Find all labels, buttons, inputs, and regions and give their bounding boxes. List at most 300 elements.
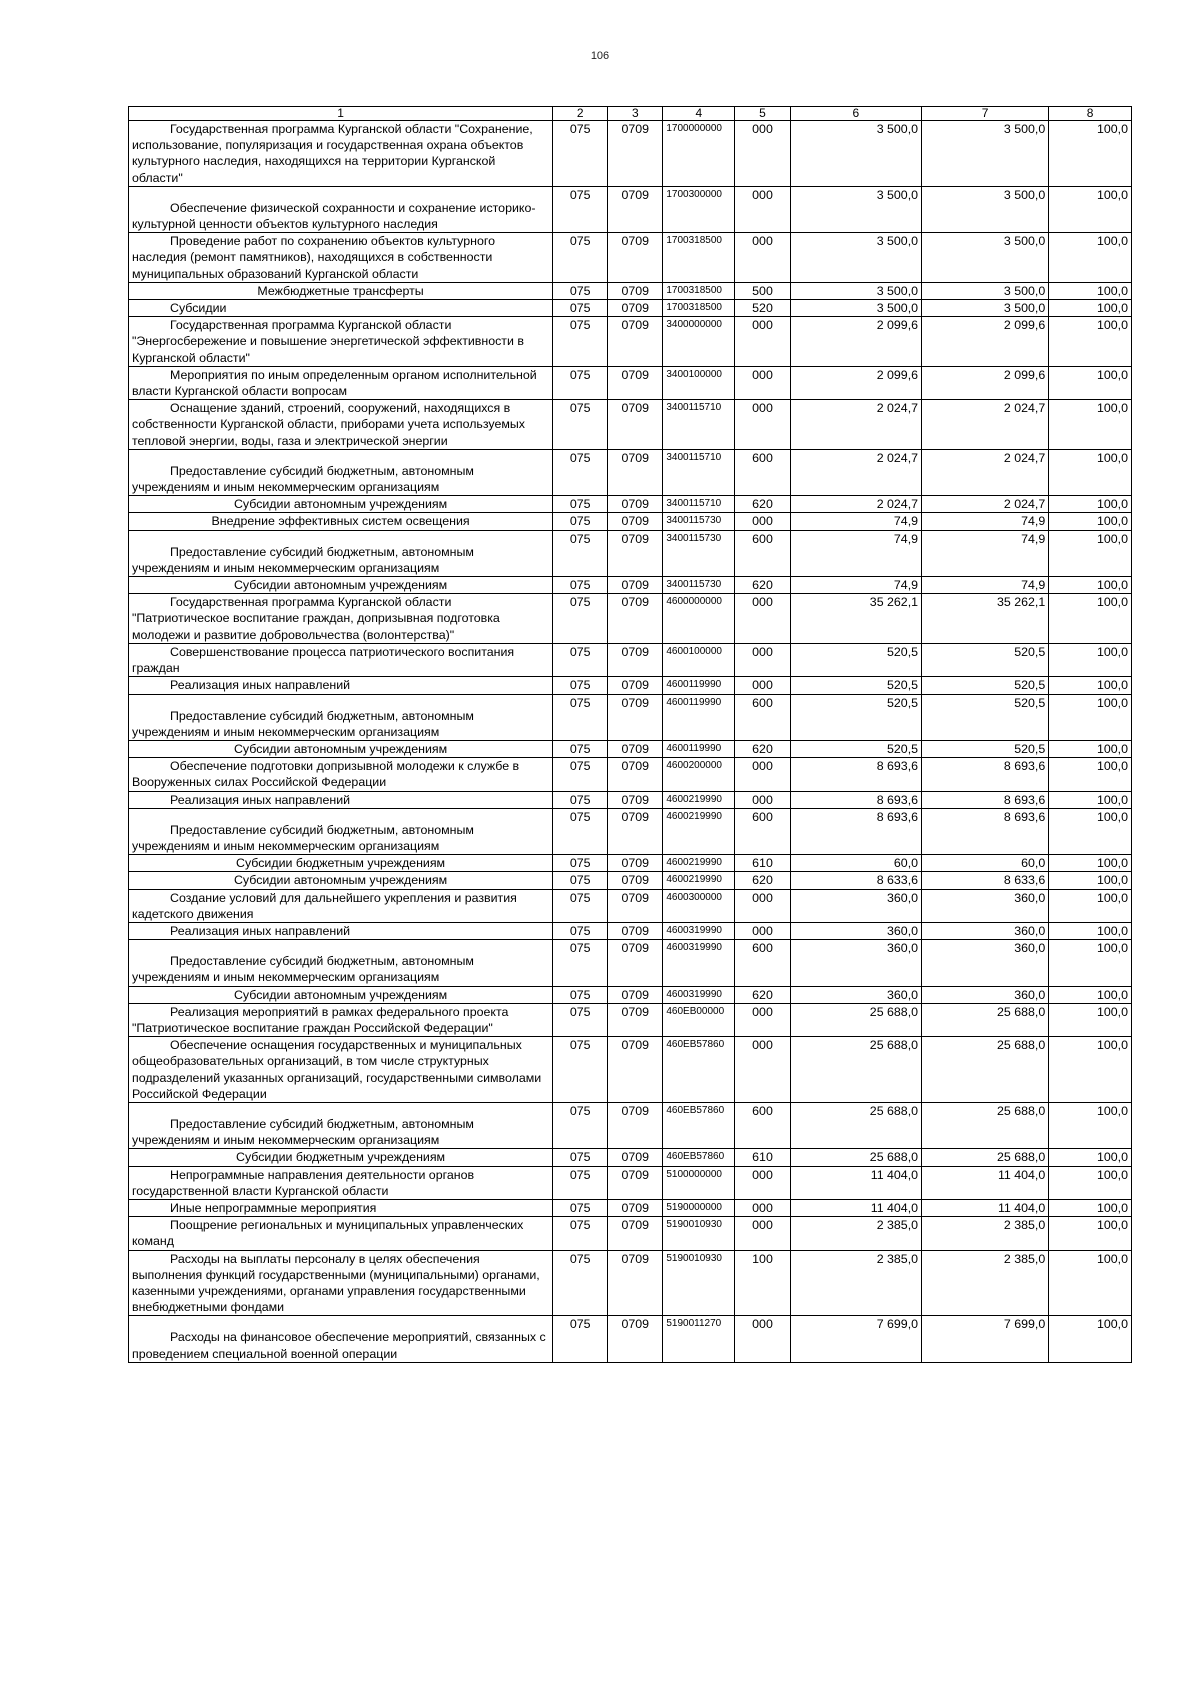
row-name-cell: Обеспечение подготовки допризывной молодежи к службе в Вооруженных силах Российской Федерации <box>129 758 553 791</box>
row-name-cell: Обеспечение физической сохранности и сохранение историко-культурной ценности объектов культурного наследия <box>129 186 553 232</box>
expense-type-cell: 600 <box>735 530 790 576</box>
expense-type-cell: 000 <box>735 758 790 791</box>
admin-code-cell: 075 <box>553 317 608 367</box>
section-code-cell: 0709 <box>608 513 663 530</box>
planned-amount-cell: 11 404,0 <box>790 1166 921 1199</box>
target-article-cell: 1700318500 <box>663 233 735 283</box>
planned-amount-cell: 25 688,0 <box>790 1149 921 1166</box>
table-row <box>129 677 1132 694</box>
percent-cell: 100,0 <box>1049 740 1132 757</box>
admin-code-cell: 075 <box>553 808 608 854</box>
row-name-cell: Предоставление субсидий бюджетным, автономным учреждениям и иным некоммерческим организациям <box>129 1102 553 1148</box>
executed-amount-cell: 360,0 <box>922 889 1049 922</box>
expense-type-cell: 620 <box>735 872 790 889</box>
planned-amount-cell: 2 024,7 <box>790 400 921 450</box>
table-row <box>129 496 1132 513</box>
percent-cell: 100,0 <box>1049 694 1132 740</box>
admin-code-cell: 075 <box>553 233 608 283</box>
planned-amount-cell: 8 633,6 <box>790 872 921 889</box>
admin-code-cell: 075 <box>553 677 608 694</box>
column-header: 8 <box>1049 107 1132 121</box>
expense-type-cell: 000 <box>735 400 790 450</box>
section-code-cell: 0709 <box>608 577 663 594</box>
section-code-cell: 0709 <box>608 872 663 889</box>
percent-cell: 100,0 <box>1049 282 1132 299</box>
expense-type-cell: 610 <box>735 855 790 872</box>
executed-amount-cell: 2 024,7 <box>922 496 1049 513</box>
row-name-cell: Реализация иных направлений <box>129 922 553 939</box>
table-row <box>129 1166 1132 1199</box>
executed-amount-cell: 60,0 <box>922 855 1049 872</box>
target-article-cell: 3400115730 <box>663 513 735 530</box>
percent-cell: 100,0 <box>1049 1217 1132 1250</box>
section-code-cell: 0709 <box>608 986 663 1003</box>
target-article-cell: 4600319990 <box>663 986 735 1003</box>
column-header: 3 <box>608 107 663 121</box>
executed-amount-cell: 3 500,0 <box>922 300 1049 317</box>
row-name-cell: Предоставление субсидий бюджетным, автономным учреждениям и иным некоммерческим организациям <box>129 808 553 854</box>
percent-cell: 100,0 <box>1049 986 1132 1003</box>
planned-amount-cell: 2 099,6 <box>790 317 921 367</box>
section-code-cell: 0709 <box>608 855 663 872</box>
table-row <box>129 513 1132 530</box>
admin-code-cell: 075 <box>553 1316 608 1362</box>
expense-type-cell: 620 <box>735 986 790 1003</box>
percent-cell: 100,0 <box>1049 889 1132 922</box>
planned-amount-cell: 25 688,0 <box>790 1003 921 1036</box>
percent-cell: 100,0 <box>1049 855 1132 872</box>
executed-amount-cell: 360,0 <box>922 922 1049 939</box>
expense-type-cell: 600 <box>735 940 790 986</box>
admin-code-cell: 075 <box>553 694 608 740</box>
planned-amount-cell: 520,5 <box>790 643 921 676</box>
percent-cell: 100,0 <box>1049 922 1132 939</box>
section-code-cell: 0709 <box>608 791 663 808</box>
expense-type-cell: 000 <box>735 643 790 676</box>
executed-amount-cell: 520,5 <box>922 677 1049 694</box>
expense-type-cell: 000 <box>735 922 790 939</box>
section-code-cell: 0709 <box>608 121 663 187</box>
row-name-cell: Предоставление субсидий бюджетным, автономным учреждениям и иным некоммерческим организациям <box>129 940 553 986</box>
section-code-cell: 0709 <box>608 186 663 232</box>
expense-type-cell: 600 <box>735 694 790 740</box>
section-code-cell: 0709 <box>608 1037 663 1103</box>
table-row <box>129 791 1132 808</box>
planned-amount-cell: 3 500,0 <box>790 282 921 299</box>
target-article-cell: 1700318500 <box>663 282 735 299</box>
target-article-cell: 4600119990 <box>663 740 735 757</box>
admin-code-cell: 075 <box>553 643 608 676</box>
column-header: 1 <box>129 107 553 121</box>
admin-code-cell: 075 <box>553 577 608 594</box>
planned-amount-cell: 8 693,6 <box>790 758 921 791</box>
admin-code-cell: 075 <box>553 400 608 450</box>
column-header-row <box>129 107 1132 121</box>
expense-type-cell: 000 <box>735 594 790 644</box>
percent-cell: 100,0 <box>1049 1316 1132 1362</box>
planned-amount-cell: 3 500,0 <box>790 300 921 317</box>
table-row <box>129 186 1132 232</box>
row-name-cell: Субсидии <box>129 300 553 317</box>
section-code-cell: 0709 <box>608 940 663 986</box>
target-article-cell: 3400115730 <box>663 577 735 594</box>
admin-code-cell: 075 <box>553 513 608 530</box>
table-row <box>129 366 1132 399</box>
table-row <box>129 121 1132 187</box>
table-row <box>129 1149 1132 1166</box>
admin-code-cell: 075 <box>553 300 608 317</box>
table-row <box>129 317 1132 367</box>
row-name-cell: Проведение работ по сохранению объектов культурного наследия (ремонт памятников), находящихся в собственности муниципальных образований Курганской области <box>129 233 553 283</box>
admin-code-cell: 075 <box>553 986 608 1003</box>
executed-amount-cell: 2 099,6 <box>922 317 1049 367</box>
executed-amount-cell: 74,9 <box>922 513 1049 530</box>
percent-cell: 100,0 <box>1049 496 1132 513</box>
planned-amount-cell: 74,9 <box>790 513 921 530</box>
target-article-cell: 4600100000 <box>663 643 735 676</box>
expense-type-cell: 000 <box>735 1217 790 1250</box>
executed-amount-cell: 8 633,6 <box>922 872 1049 889</box>
percent-cell: 100,0 <box>1049 366 1132 399</box>
percent-cell: 100,0 <box>1049 577 1132 594</box>
table-row <box>129 1037 1132 1103</box>
row-name-cell: Предоставление субсидий бюджетным, автономным учреждениям и иным некоммерческим организациям <box>129 530 553 576</box>
expense-type-cell: 000 <box>735 1316 790 1362</box>
executed-amount-cell: 520,5 <box>922 643 1049 676</box>
section-code-cell: 0709 <box>608 282 663 299</box>
expense-type-cell: 000 <box>735 889 790 922</box>
target-article-cell: 460EB00000 <box>663 1003 735 1036</box>
executed-amount-cell: 11 404,0 <box>922 1166 1049 1199</box>
row-name-cell: Субсидии автономным учреждениям <box>129 740 553 757</box>
planned-amount-cell: 35 262,1 <box>790 594 921 644</box>
executed-amount-cell: 2 024,7 <box>922 449 1049 495</box>
expense-type-cell: 600 <box>735 449 790 495</box>
executed-amount-cell: 520,5 <box>922 694 1049 740</box>
row-name-cell: Государственная программа Курганской области "Патриотическое воспитание граждан, допризывная подготовка молодежи и развитие добровольчества (волонтерства)" <box>129 594 553 644</box>
expense-type-cell: 620 <box>735 577 790 594</box>
executed-amount-cell: 35 262,1 <box>922 594 1049 644</box>
section-code-cell: 0709 <box>608 400 663 450</box>
executed-amount-cell: 7 699,0 <box>922 1316 1049 1362</box>
admin-code-cell: 075 <box>553 1250 608 1316</box>
row-name-cell: Государственная программа Курганской области "Сохранение, использование, популяризация и государственная охрана объектов культурного наследия, находящихся на территории Курганской области" <box>129 121 553 187</box>
section-code-cell: 0709 <box>608 1166 663 1199</box>
expense-type-cell: 000 <box>735 233 790 283</box>
executed-amount-cell: 25 688,0 <box>922 1149 1049 1166</box>
row-name-cell: Государственная программа Курганской области "Энергосбережение и повышение энергетической эффективности в Курганской области" <box>129 317 553 367</box>
admin-code-cell: 075 <box>553 922 608 939</box>
executed-amount-cell: 2 099,6 <box>922 366 1049 399</box>
section-code-cell: 0709 <box>608 758 663 791</box>
planned-amount-cell: 74,9 <box>790 530 921 576</box>
column-header: 4 <box>663 107 735 121</box>
row-name-cell: Непрограммные направления деятельности органов государственной власти Курганской области <box>129 1166 553 1199</box>
admin-code-cell: 075 <box>553 282 608 299</box>
section-code-cell: 0709 <box>608 366 663 399</box>
percent-cell: 100,0 <box>1049 1003 1132 1036</box>
table-row <box>129 740 1132 757</box>
expense-type-cell: 000 <box>735 186 790 232</box>
target-article-cell: 4600219990 <box>663 808 735 854</box>
row-name-cell: Субсидии автономным учреждениям <box>129 577 553 594</box>
target-article-cell: 4600319990 <box>663 922 735 939</box>
row-name-cell: Предоставление субсидий бюджетным, автономным учреждениям и иным некоммерческим организациям <box>129 449 553 495</box>
target-article-cell: 1700000000 <box>663 121 735 187</box>
planned-amount-cell: 2 024,7 <box>790 449 921 495</box>
planned-amount-cell: 74,9 <box>790 577 921 594</box>
expense-type-cell: 100 <box>735 1250 790 1316</box>
target-article-cell: 4600219990 <box>663 791 735 808</box>
section-code-cell: 0709 <box>608 1102 663 1148</box>
planned-amount-cell: 60,0 <box>790 855 921 872</box>
executed-amount-cell: 3 500,0 <box>922 121 1049 187</box>
table-row <box>129 233 1132 283</box>
table-row <box>129 530 1132 576</box>
target-article-cell: 4600200000 <box>663 758 735 791</box>
target-article-cell: 4600119990 <box>663 677 735 694</box>
row-name-cell: Субсидии бюджетным учреждениям <box>129 855 553 872</box>
percent-cell: 100,0 <box>1049 940 1132 986</box>
section-code-cell: 0709 <box>608 889 663 922</box>
admin-code-cell: 075 <box>553 594 608 644</box>
table-row <box>129 643 1132 676</box>
target-article-cell: 3400115710 <box>663 496 735 513</box>
section-code-cell: 0709 <box>608 496 663 513</box>
row-name-cell: Субсидии автономным учреждениям <box>129 986 553 1003</box>
section-code-cell: 0709 <box>608 643 663 676</box>
row-name-cell: Субсидии бюджетным учреждениям <box>129 1149 553 1166</box>
percent-cell: 100,0 <box>1049 449 1132 495</box>
admin-code-cell: 075 <box>553 1199 608 1216</box>
percent-cell: 100,0 <box>1049 1250 1132 1316</box>
target-article-cell: 5190011270 <box>663 1316 735 1362</box>
section-code-cell: 0709 <box>608 1217 663 1250</box>
table-row <box>129 1217 1132 1250</box>
row-name-cell: Внедрение эффективных систем освещения <box>129 513 553 530</box>
expense-type-cell: 000 <box>735 677 790 694</box>
percent-cell: 100,0 <box>1049 400 1132 450</box>
column-header: 2 <box>553 107 608 121</box>
expense-type-cell: 520 <box>735 300 790 317</box>
executed-amount-cell: 25 688,0 <box>922 1037 1049 1103</box>
executed-amount-cell: 3 500,0 <box>922 186 1049 232</box>
target-article-cell: 460EB57860 <box>663 1037 735 1103</box>
percent-cell: 100,0 <box>1049 1166 1132 1199</box>
planned-amount-cell: 25 688,0 <box>790 1037 921 1103</box>
table-row <box>129 1316 1132 1362</box>
table-row <box>129 594 1132 644</box>
table-row <box>129 400 1132 450</box>
executed-amount-cell: 74,9 <box>922 530 1049 576</box>
executed-amount-cell: 74,9 <box>922 577 1049 594</box>
target-article-cell: 3400115710 <box>663 400 735 450</box>
page-number: 106 <box>590 50 610 62</box>
planned-amount-cell: 520,5 <box>790 694 921 740</box>
executed-amount-cell: 11 404,0 <box>922 1199 1049 1216</box>
target-article-cell: 4600119990 <box>663 694 735 740</box>
target-article-cell: 5100000000 <box>663 1166 735 1199</box>
executed-amount-cell: 2 385,0 <box>922 1217 1049 1250</box>
section-code-cell: 0709 <box>608 449 663 495</box>
table-row <box>129 1250 1132 1316</box>
section-code-cell: 0709 <box>608 530 663 576</box>
target-article-cell: 3400115730 <box>663 530 735 576</box>
section-code-cell: 0709 <box>608 922 663 939</box>
admin-code-cell: 075 <box>553 186 608 232</box>
column-header: 7 <box>922 107 1049 121</box>
row-name-cell: Расходы на выплаты персоналу в целях обеспечения выполнения функций государственными (муниципальными) органами, казенными учреждениями, органами управления государственными внебюджетными фондами <box>129 1250 553 1316</box>
percent-cell: 100,0 <box>1049 186 1132 232</box>
admin-code-cell: 075 <box>553 791 608 808</box>
table-row <box>129 282 1132 299</box>
expense-type-cell: 620 <box>735 740 790 757</box>
row-name-cell: Совершенствование процесса патриотического воспитания граждан <box>129 643 553 676</box>
executed-amount-cell: 2 024,7 <box>922 400 1049 450</box>
planned-amount-cell: 8 693,6 <box>790 808 921 854</box>
admin-code-cell: 075 <box>553 1003 608 1036</box>
executed-amount-cell: 25 688,0 <box>922 1102 1049 1148</box>
percent-cell: 100,0 <box>1049 1037 1132 1103</box>
target-article-cell: 3400115710 <box>663 449 735 495</box>
row-name-cell: Расходы на финансовое обеспечение мероприятий, связанных с проведением специальной военной операции <box>129 1316 553 1362</box>
percent-cell: 100,0 <box>1049 791 1132 808</box>
table-row <box>129 889 1132 922</box>
table-row <box>129 1199 1132 1216</box>
planned-amount-cell: 7 699,0 <box>790 1316 921 1362</box>
expense-type-cell: 610 <box>735 1149 790 1166</box>
planned-amount-cell: 2 385,0 <box>790 1250 921 1316</box>
percent-cell: 100,0 <box>1049 300 1132 317</box>
planned-amount-cell: 11 404,0 <box>790 1199 921 1216</box>
expense-type-cell: 000 <box>735 513 790 530</box>
percent-cell: 100,0 <box>1049 594 1132 644</box>
section-code-cell: 0709 <box>608 1149 663 1166</box>
percent-cell: 100,0 <box>1049 1149 1132 1166</box>
row-name-cell: Межбюджетные трансферты <box>129 282 553 299</box>
executed-amount-cell: 3 500,0 <box>922 233 1049 283</box>
expense-type-cell: 000 <box>735 1037 790 1103</box>
planned-amount-cell: 360,0 <box>790 922 921 939</box>
percent-cell: 100,0 <box>1049 872 1132 889</box>
target-article-cell: 4600319990 <box>663 940 735 986</box>
executed-amount-cell: 520,5 <box>922 740 1049 757</box>
percent-cell: 100,0 <box>1049 1199 1132 1216</box>
expense-type-cell: 000 <box>735 1199 790 1216</box>
row-name-cell: Реализация мероприятий в рамках федерального проекта "Патриотическое воспитание граждан Российской Федерации" <box>129 1003 553 1036</box>
table-row <box>129 986 1132 1003</box>
planned-amount-cell: 8 693,6 <box>790 791 921 808</box>
table-row <box>129 694 1132 740</box>
admin-code-cell: 075 <box>553 889 608 922</box>
target-article-cell: 5190010930 <box>663 1250 735 1316</box>
expense-type-cell: 000 <box>735 121 790 187</box>
percent-cell: 100,0 <box>1049 643 1132 676</box>
table-row <box>129 1102 1132 1148</box>
executed-amount-cell: 360,0 <box>922 986 1049 1003</box>
percent-cell: 100,0 <box>1049 1102 1132 1148</box>
admin-code-cell: 075 <box>553 1166 608 1199</box>
admin-code-cell: 075 <box>553 1102 608 1148</box>
section-code-cell: 0709 <box>608 1316 663 1362</box>
expense-type-cell: 600 <box>735 808 790 854</box>
executed-amount-cell: 8 693,6 <box>922 791 1049 808</box>
target-article-cell: 4600300000 <box>663 889 735 922</box>
planned-amount-cell: 360,0 <box>790 940 921 986</box>
executed-amount-cell: 8 693,6 <box>922 808 1049 854</box>
executed-amount-cell: 360,0 <box>922 940 1049 986</box>
section-code-cell: 0709 <box>608 1199 663 1216</box>
admin-code-cell: 075 <box>553 496 608 513</box>
admin-code-cell: 075 <box>553 758 608 791</box>
table-row <box>129 808 1132 854</box>
expense-type-cell: 000 <box>735 1166 790 1199</box>
row-name-cell: Мероприятия по иным определенным органом исполнительной власти Курганской области вопросам <box>129 366 553 399</box>
row-name-cell: Реализация иных направлений <box>129 791 553 808</box>
planned-amount-cell: 3 500,0 <box>790 233 921 283</box>
percent-cell: 100,0 <box>1049 530 1132 576</box>
percent-cell: 100,0 <box>1049 317 1132 367</box>
table-row <box>129 1003 1132 1036</box>
row-name-cell: Иные непрограммные мероприятия <box>129 1199 553 1216</box>
percent-cell: 100,0 <box>1049 121 1132 187</box>
section-code-cell: 0709 <box>608 300 663 317</box>
planned-amount-cell: 2 099,6 <box>790 366 921 399</box>
planned-amount-cell: 360,0 <box>790 986 921 1003</box>
row-name-cell: Субсидии автономным учреждениям <box>129 496 553 513</box>
section-code-cell: 0709 <box>608 233 663 283</box>
percent-cell: 100,0 <box>1049 758 1132 791</box>
table-row <box>129 300 1132 317</box>
admin-code-cell: 075 <box>553 855 608 872</box>
planned-amount-cell: 520,5 <box>790 740 921 757</box>
executed-amount-cell: 8 693,6 <box>922 758 1049 791</box>
expense-type-cell: 000 <box>735 317 790 367</box>
section-code-cell: 0709 <box>608 740 663 757</box>
row-name-cell: Поощрение региональных и муниципальных управленческих команд <box>129 1217 553 1250</box>
expense-type-cell: 500 <box>735 282 790 299</box>
section-code-cell: 0709 <box>608 594 663 644</box>
target-article-cell: 4600219990 <box>663 872 735 889</box>
admin-code-cell: 075 <box>553 530 608 576</box>
row-name-cell: Создание условий для дальнейшего укрепления и развития кадетского движения <box>129 889 553 922</box>
expense-type-cell: 000 <box>735 791 790 808</box>
section-code-cell: 0709 <box>608 694 663 740</box>
target-article-cell: 1700318500 <box>663 300 735 317</box>
section-code-cell: 0709 <box>608 808 663 854</box>
column-header: 5 <box>735 107 790 121</box>
planned-amount-cell: 2 024,7 <box>790 496 921 513</box>
target-article-cell: 3400100000 <box>663 366 735 399</box>
admin-code-cell: 075 <box>553 740 608 757</box>
target-article-cell: 5190010930 <box>663 1217 735 1250</box>
table-row <box>129 872 1132 889</box>
planned-amount-cell: 25 688,0 <box>790 1102 921 1148</box>
table-row <box>129 449 1132 495</box>
admin-code-cell: 075 <box>553 940 608 986</box>
percent-cell: 100,0 <box>1049 808 1132 854</box>
target-article-cell: 5190000000 <box>663 1199 735 1216</box>
column-header: 6 <box>790 107 921 121</box>
row-name-cell: Предоставление субсидий бюджетным, автономным учреждениям и иным некоммерческим организациям <box>129 694 553 740</box>
admin-code-cell: 075 <box>553 366 608 399</box>
admin-code-cell: 075 <box>553 1149 608 1166</box>
expense-type-cell: 000 <box>735 1003 790 1036</box>
expense-type-cell: 620 <box>735 496 790 513</box>
percent-cell: 100,0 <box>1049 233 1132 283</box>
row-name-cell: Реализация иных направлений <box>129 677 553 694</box>
percent-cell: 100,0 <box>1049 677 1132 694</box>
